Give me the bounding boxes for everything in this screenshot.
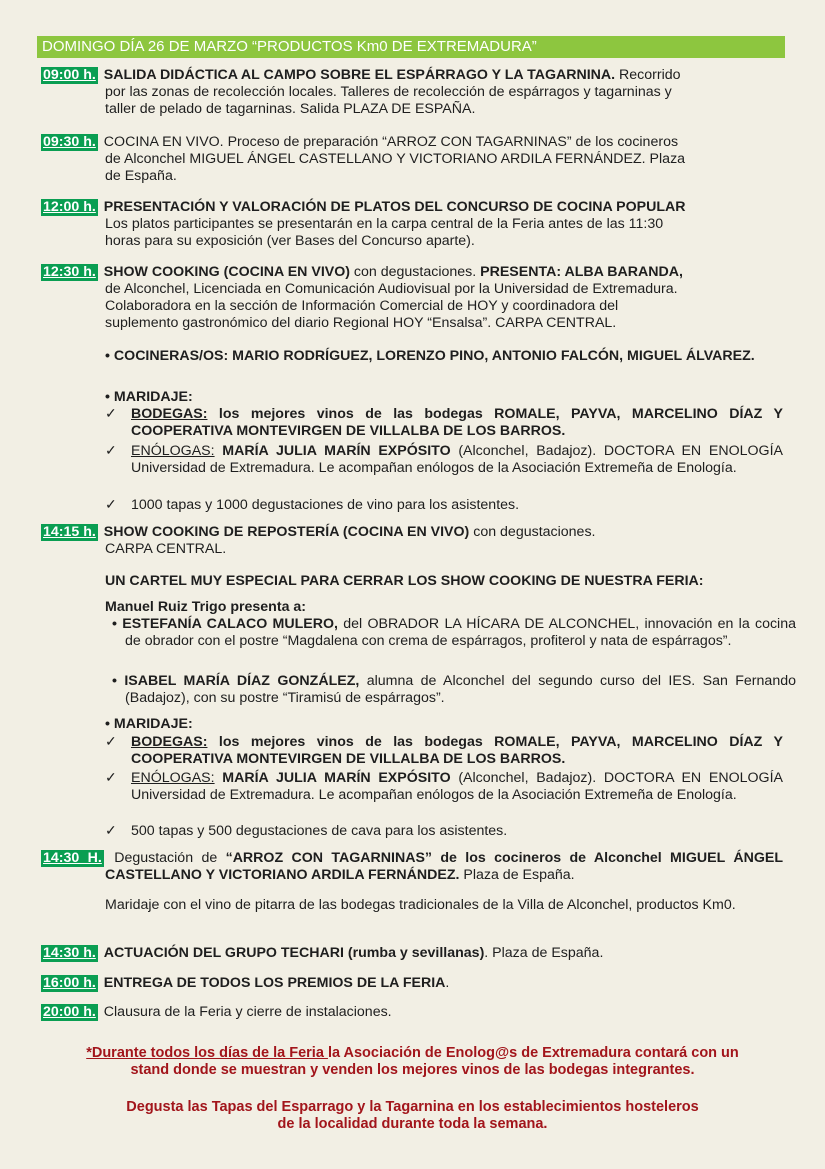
day-header: DOMINGO DÍA 26 DE MARZO “PRODUCTOS Km0 DE EXTREMADURA” bbox=[37, 36, 785, 58]
pastry-chef-2 bbox=[112, 673, 796, 707]
entry-title: SALIDA DIDÁCTICA AL CAMPO SOBRE EL ESPÁRRAGO Y LA TAGARNINA. bbox=[103, 67, 616, 83]
check-icon: ✓ bbox=[105, 406, 117, 422]
presenter: PRESENTA: ALBA BARANDA, bbox=[480, 264, 683, 280]
chef-text: alumna de Alconchel del segundo curso del IES. San Fernando (Badajoz), con su postre “Tiramisú de espárragos”. bbox=[125, 673, 796, 706]
entry-title: “ARROZ CON TAGARNINAS” de los cocineros de Alconchel MIGUEL ÁNGEL CASTELLANO Y VICTORIANO ARDILA FERNÁNDEZ. bbox=[105, 850, 783, 883]
check-item-bodegas bbox=[105, 406, 783, 440]
enologas-label: ENÓLOGAS: bbox=[131, 443, 215, 459]
check-icon: ✓ bbox=[105, 770, 117, 786]
entry-line: de España. bbox=[105, 168, 177, 184]
enologas-label: ENÓLOGAS: bbox=[131, 770, 215, 786]
entry-title: SHOW COOKING (COCINA EN VIVO) bbox=[103, 264, 350, 280]
check-item-tapas bbox=[105, 823, 783, 840]
schedule-entry-1600 bbox=[41, 975, 783, 992]
entry-text: Recorrido bbox=[615, 67, 681, 83]
entry-text: con degustaciones. bbox=[469, 524, 596, 540]
entry-line: suplemento gastronómico del diario Regional HOY “Ensalsa”. CARPA CENTRAL. bbox=[105, 315, 617, 331]
time-badge: 14:15 h. bbox=[43, 524, 96, 540]
bodegas-label: BODEGAS: bbox=[131, 734, 208, 750]
entry-title: ENTREGA DE TODOS LOS PREMIOS DE LA FERIA bbox=[103, 975, 446, 991]
time-badge: 12:30 h. bbox=[43, 264, 96, 280]
schedule-entry-1200 bbox=[41, 199, 783, 250]
entry-text: COCINA EN VIVO. Proceso de preparación “ARROZ CON TAGARNINAS” de los cocineros bbox=[103, 134, 679, 150]
note-text: la Asociación de Enolog@s de Extremadura contará con un bbox=[327, 1045, 739, 1061]
entry-line: horas para su exposición (ver Bases del Concurso aparte). bbox=[105, 233, 475, 249]
bodegas-label: BODEGAS: bbox=[131, 406, 208, 422]
schedule-entry-0930 bbox=[41, 134, 783, 185]
entry-text: con degustaciones. bbox=[349, 264, 481, 280]
chef-name: • ESTEFANÍA CALACO MULERO, bbox=[112, 616, 338, 632]
enologas-text: (Alconchel, Badajoz). DOCTORA EN ENOLOGÍA Universidad de Extremadura. Le acompañan enólogos de la Asociación Extremeña de Enología. bbox=[131, 443, 783, 476]
check-item-enologas bbox=[105, 443, 783, 477]
time-badge: 12:00 h. bbox=[43, 199, 96, 215]
time-badge: 14:30 H. bbox=[43, 850, 102, 866]
entry-text: Degustación de bbox=[114, 850, 226, 866]
enologas-name: MARÍA JULIA MARÍN EXPÓSITO bbox=[214, 443, 451, 459]
maridaje-label: • MARIDAJE: bbox=[105, 389, 193, 405]
entry-line: Los platos participantes se presentarán en la carpa central de la Feria antes de las 11:30 bbox=[105, 216, 664, 232]
maridaje-pitarra: Maridaje con el vino de pitarra de las bodegas tradicionales de la Villa de Alconchel, productos Km0. bbox=[105, 897, 736, 913]
tapas-text: 1000 tapas y 1000 degustaciones de vino para los asistentes. bbox=[131, 497, 520, 513]
entry-title: ACTUACIÓN DEL GRUPO TECHARI (rumba y sevillanas) bbox=[103, 945, 485, 961]
enologas-name: MARÍA JULIA MARÍN EXPÓSITO bbox=[214, 770, 451, 786]
schedule-entry-0900 bbox=[41, 67, 783, 118]
entry-line: Colaboradora en la sección de Información Comercial de HOY y coordinadora del bbox=[105, 298, 619, 314]
note-text: stand donde se muestran y venden los mejores vinos de las bodegas integrantes. bbox=[130, 1062, 695, 1078]
note-underlined: *Durante todos los días de la Feria bbox=[86, 1045, 328, 1061]
entry-line: por las zonas de recolección locales. Talleres de recolección de espárragos y tagarninas y bbox=[105, 84, 672, 100]
check-icon: ✓ bbox=[105, 734, 117, 750]
pastry-chef-1 bbox=[112, 616, 796, 650]
note-text: de la localidad durante toda la semana. bbox=[277, 1116, 548, 1132]
tapas-text: 500 tapas y 500 degustaciones de cava para los asistentes. bbox=[131, 823, 508, 839]
cocineros-line: • COCINERAS/OS: MARIO RODRÍGUEZ, LORENZO PINO, ANTONIO FALCÓN, MIGUEL ÁLVAREZ. bbox=[105, 348, 755, 364]
entry-text: Clausura de la Feria y cierre de instalaciones. bbox=[99, 1004, 392, 1020]
check-icon: ✓ bbox=[105, 443, 117, 459]
cartel-heading: UN CARTEL MUY ESPECIAL PARA CERRAR LOS SHOW COOKING DE NUESTRA FERIA: bbox=[105, 573, 704, 589]
entry-line: de Alconchel, Licenciada en Comunicación Audiovisual por la Universidad de Extremadura. bbox=[105, 281, 678, 297]
entry-title: PRESENTACIÓN Y VALORACIÓN DE PLATOS DEL CONCURSO DE COCINA POPULAR bbox=[103, 199, 686, 215]
time-badge: 09:00 h. bbox=[43, 67, 96, 83]
presenta-line: Manuel Ruiz Trigo presenta a: bbox=[105, 599, 307, 615]
check-item-tapas bbox=[105, 497, 783, 514]
chef-text: del OBRADOR LA HÍCARA DE ALCONCHEL, innovación en la cocina de obrador con el postre “Magdalena con crema de espárragos, profiterol y nata de espárragos”. bbox=[125, 616, 796, 649]
schedule-entry-1415 bbox=[41, 524, 783, 558]
chef-name: • ISABEL MARÍA DÍAZ GONZÁLEZ, bbox=[112, 673, 360, 689]
time-badge: 14:30 h. bbox=[43, 945, 96, 961]
entry-line: taller de pelado de tagarninas. Salida PLAZA DE ESPAÑA. bbox=[105, 101, 476, 117]
entry-text: . bbox=[445, 975, 450, 991]
bodegas-text: los mejores vinos de las bodegas ROMALE, PAYVA, MARCELINO DÍAZ Y COOPERATIVA MONTEVIRGEN DE VILLALBA DE LOS BARROS. bbox=[131, 406, 783, 439]
entry-title: SHOW COOKING DE REPOSTERÍA (COCINA EN VIVO) bbox=[103, 524, 470, 540]
maridaje-label: • MARIDAJE: bbox=[105, 716, 193, 732]
check-item-bodegas bbox=[105, 734, 783, 768]
bodegas-text: los mejores vinos de las bodegas ROMALE, PAYVA, MARCELINO DÍAZ Y COOPERATIVA MONTEVIRGEN DE VILLALBA DE LOS BARROS. bbox=[131, 734, 783, 767]
time-badge: 09:30 h. bbox=[43, 134, 96, 150]
time-badge: 16:00 h. bbox=[43, 975, 96, 991]
time-badge: 20:00 h. bbox=[43, 1004, 96, 1020]
entry-line: de Alconchel MIGUEL ÁNGEL CASTELLANO Y VICTORIANO ARDILA FERNÁNDEZ. Plaza bbox=[105, 151, 686, 167]
schedule-entry-1430-techari bbox=[41, 945, 783, 962]
note-tapas bbox=[40, 1099, 785, 1133]
schedule-entry-1430-degustacion bbox=[41, 850, 783, 884]
schedule-entry-1230 bbox=[41, 264, 783, 332]
note-enologos bbox=[40, 1045, 785, 1079]
entry-text: Plaza de España. bbox=[459, 867, 575, 883]
enologas-text: (Alconchel, Badajoz). DOCTORA EN ENOLOGÍA Universidad de Extremadura. Le acompañan enólogos de la Asociación Extremeña de Enología. bbox=[131, 770, 783, 803]
check-item-enologas bbox=[105, 770, 783, 804]
check-icon: ✓ bbox=[105, 497, 117, 513]
entry-text: . Plaza de España. bbox=[484, 945, 604, 961]
entry-line: CARPA CENTRAL. bbox=[105, 541, 227, 557]
note-text: Degusta las Tapas del Esparrago y la Tagarnina en los establecimientos hosteleros bbox=[126, 1099, 699, 1115]
check-icon: ✓ bbox=[105, 823, 117, 839]
schedule-entry-2000 bbox=[41, 1004, 783, 1021]
